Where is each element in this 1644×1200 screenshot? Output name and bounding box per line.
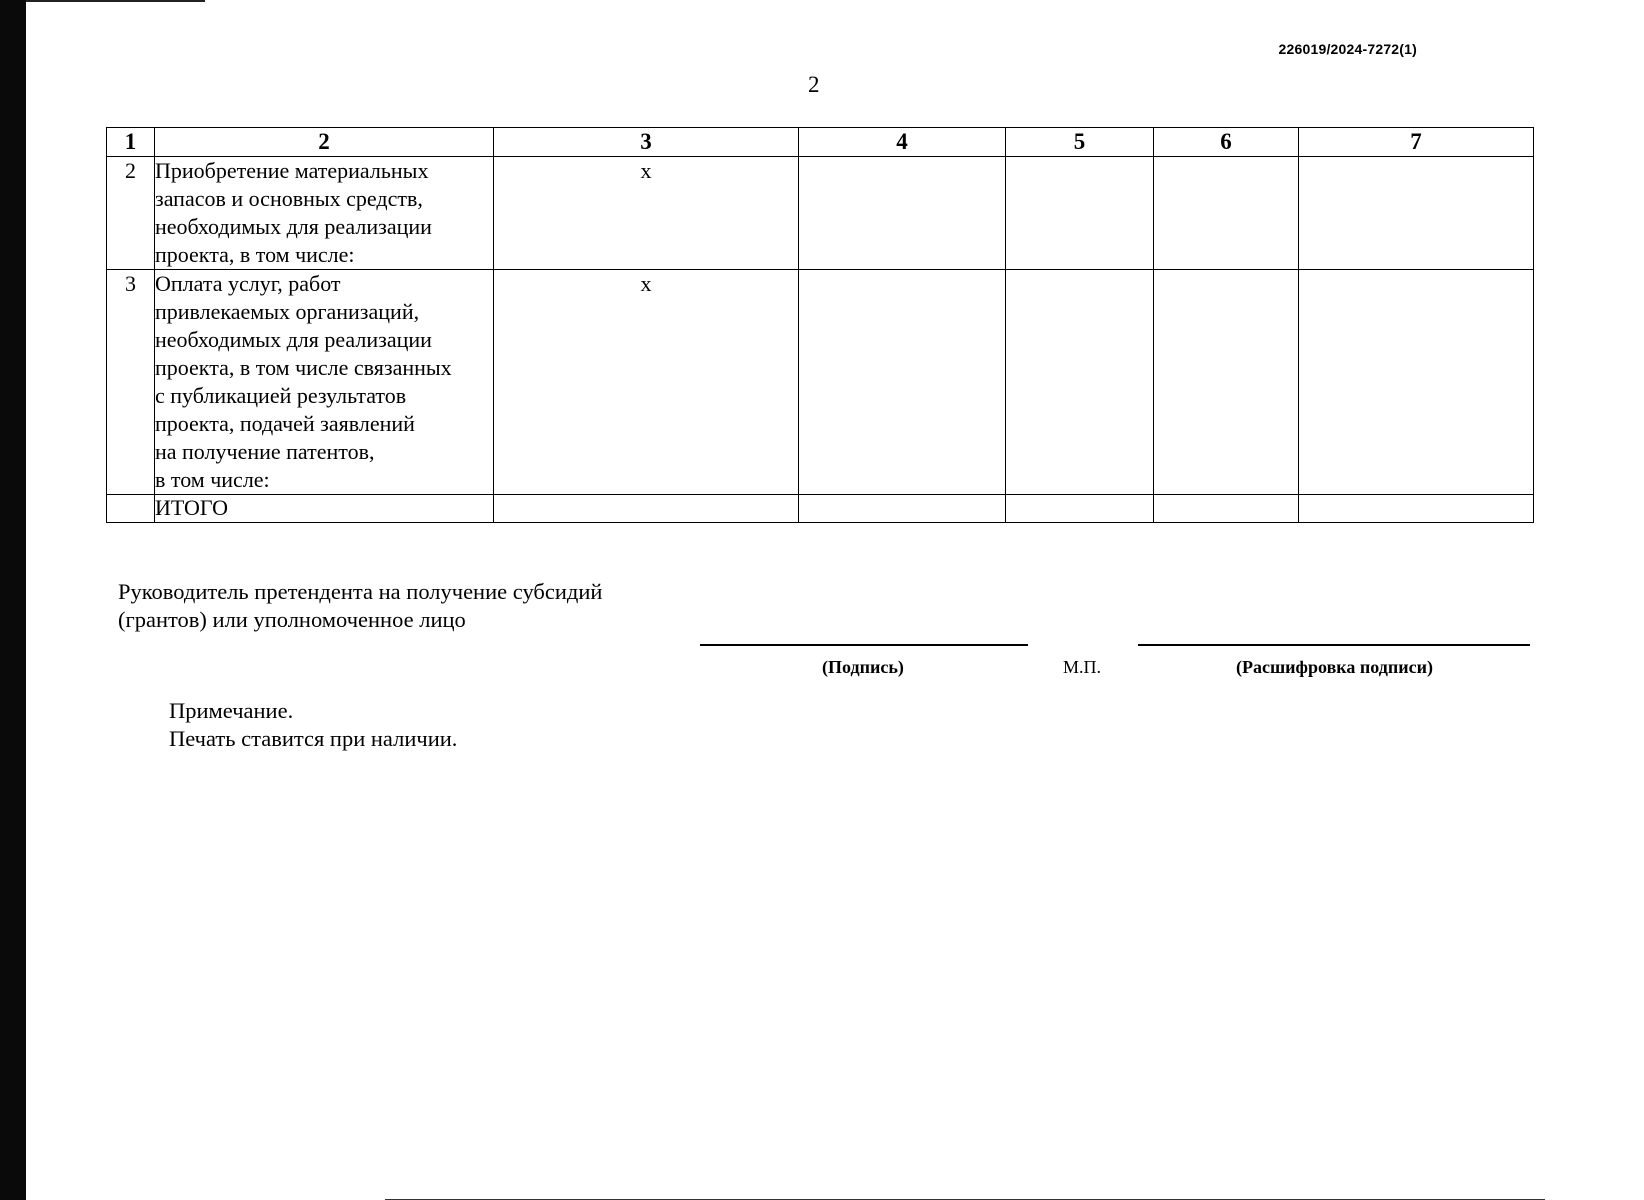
- note-block: [169, 697, 457, 753]
- signer-line: (грантов) или уполномоченное лицо: [118, 607, 466, 632]
- empty-cell: [1299, 495, 1534, 523]
- table-header-cell: 3: [494, 128, 799, 157]
- scan-left-edge: [0, 0, 26, 1200]
- signer-title: [118, 578, 602, 634]
- row-col3-cell: х: [494, 157, 799, 270]
- empty-cell: [1154, 270, 1299, 495]
- empty-cell: [1299, 270, 1534, 495]
- row-name-line: запасов и основных средств,: [155, 186, 423, 211]
- row-name-line: на получение патентов,: [155, 439, 375, 464]
- table-header-cell: 2: [155, 128, 494, 157]
- signature-decode-caption: (Расшифровка подписи): [1236, 657, 1433, 677]
- empty-cell: [494, 495, 799, 523]
- row-name-line: в том числе:: [155, 467, 270, 492]
- row-name-line: Приобретение материальных: [155, 158, 429, 183]
- row-name-line: проекта, в том числе:: [155, 242, 355, 267]
- empty-cell: [799, 495, 1006, 523]
- row-name-line: необходимых для реализации: [155, 327, 432, 352]
- table-header-row: [107, 128, 1534, 157]
- row-name-line: привлекаемых организаций,: [155, 299, 420, 324]
- stamp-place-caption: М.П.: [1063, 657, 1102, 677]
- table-header-cell: 4: [799, 128, 1006, 157]
- signature-caption: (Подпись): [822, 657, 904, 677]
- table-header-cell: 1: [107, 128, 155, 157]
- signature-line: [700, 644, 1028, 646]
- empty-cell: [1006, 495, 1154, 523]
- document-number: 226019/2024-7272(1): [1278, 41, 1417, 57]
- empty-cell: [1006, 157, 1154, 270]
- empty-cell: [799, 157, 1006, 270]
- table-row: [107, 270, 1534, 495]
- note-title: Примечание.: [169, 698, 294, 723]
- total-label: ИТОГО: [155, 495, 494, 523]
- table-row: [107, 157, 1534, 270]
- signature-decode-line: [1138, 644, 1530, 646]
- row-number: 2: [107, 157, 155, 270]
- table-header-cell: 5: [1006, 128, 1154, 157]
- row-name-line: с публикацией результатов: [155, 383, 407, 408]
- row-name-line: Оплата услуг, работ: [155, 271, 341, 296]
- row-name-cell: [155, 157, 494, 270]
- table-header-cell: 6: [1154, 128, 1299, 157]
- scan-artifact-top-line: [0, 0, 205, 2]
- empty-cell: [107, 495, 155, 523]
- row-col3-cell: х: [494, 270, 799, 495]
- row-number: 3: [107, 270, 155, 495]
- total-row: [107, 495, 1534, 523]
- table-header-cell: 7: [1299, 128, 1534, 157]
- page-number: 2: [808, 72, 820, 97]
- note-text: Печать ставится при наличии.: [169, 726, 458, 751]
- empty-cell: [1154, 495, 1299, 523]
- empty-cell: [1154, 157, 1299, 270]
- empty-cell: [799, 270, 1006, 495]
- row-name-line: необходимых для реализации: [155, 214, 432, 239]
- signer-line: Руководитель претендента на получение субсидий: [118, 579, 603, 604]
- row-name-line: проекта, в том числе связанных: [155, 355, 452, 380]
- row-name-cell: [155, 270, 494, 495]
- empty-cell: [1299, 157, 1534, 270]
- empty-cell: [1006, 270, 1154, 495]
- budget-table: [106, 127, 1534, 523]
- row-name-line: проекта, подачей заявлений: [155, 411, 415, 436]
